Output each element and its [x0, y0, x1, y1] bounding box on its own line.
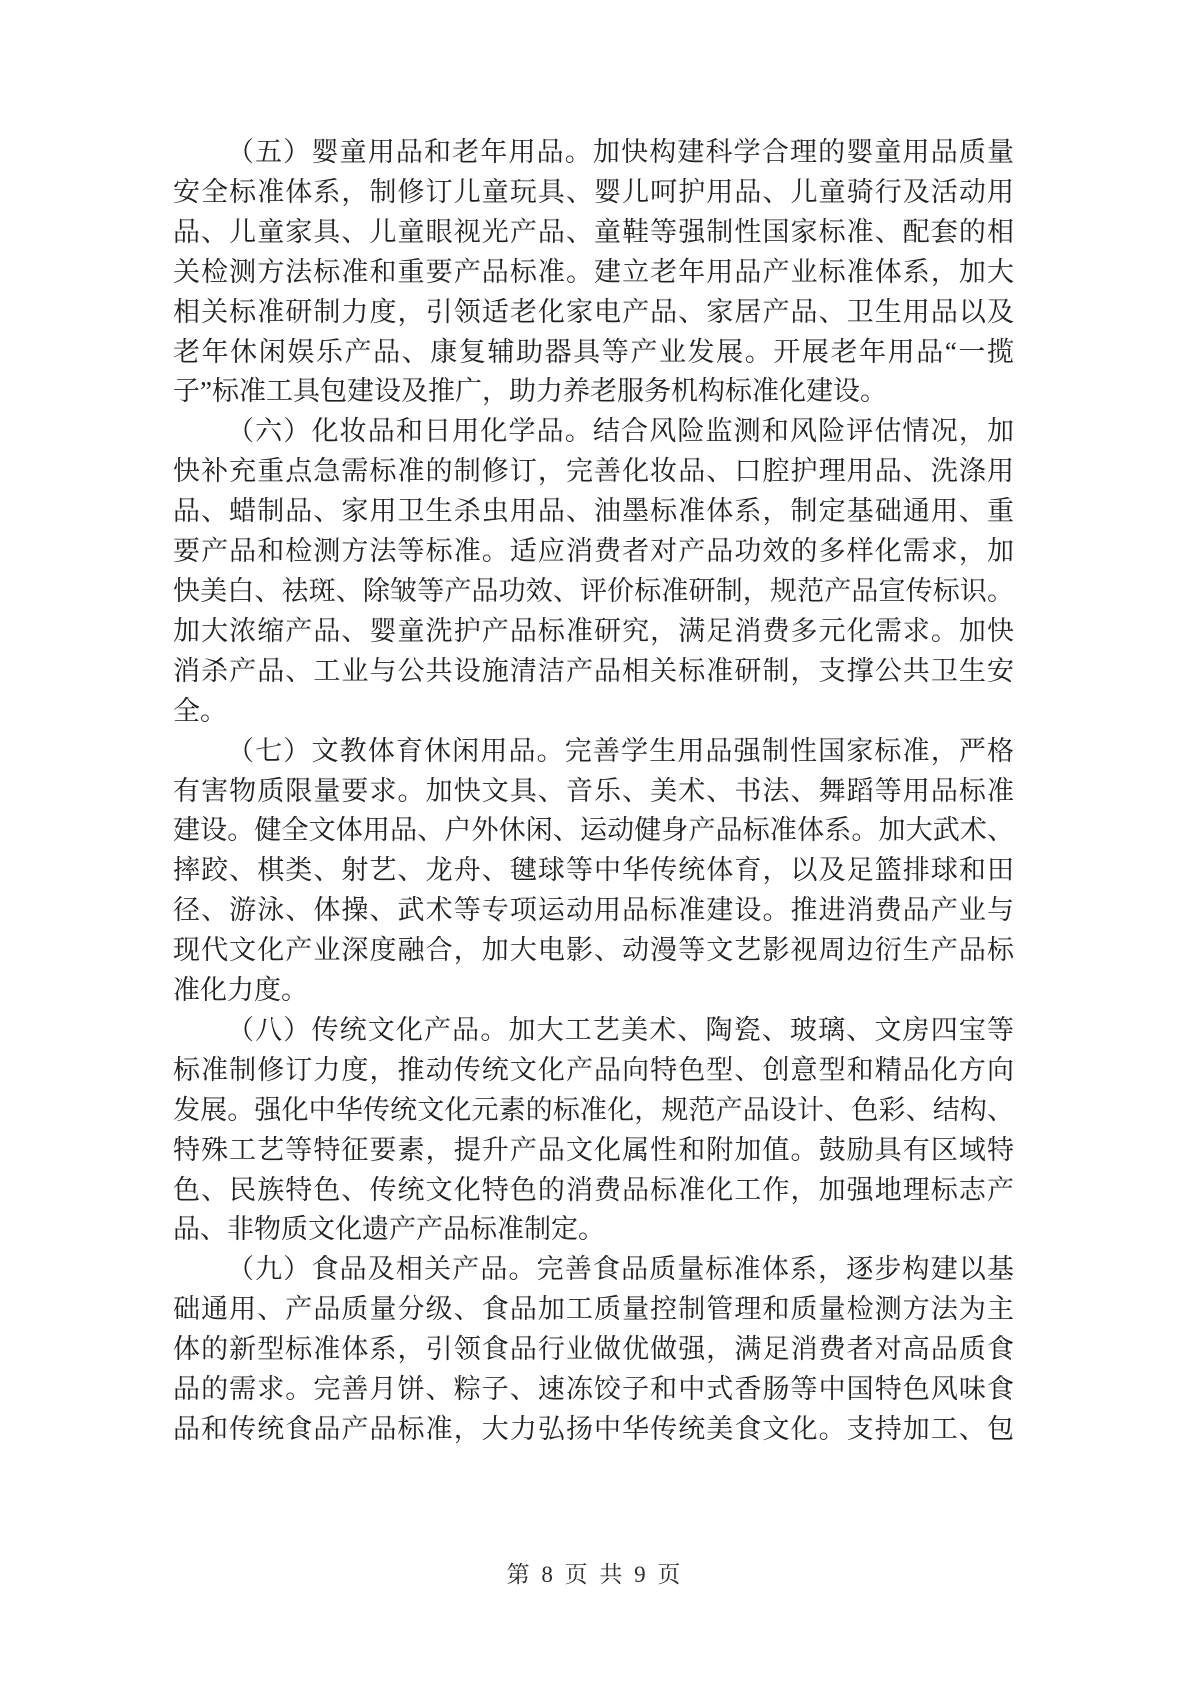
text-line: 现代文化产业深度融合，加大电影、动漫等文艺影视周边衍生产品标	[173, 935, 1014, 966]
paragraph-section-9	[173, 1250, 1014, 1450]
text-line: 品的需求。完善月饼、粽子、速冻饺子和中式香肠等中国特色风味食	[173, 1374, 1014, 1405]
text-line: （五）婴童用品和老年用品。加快构建科学合理的婴童用品质量	[227, 137, 1014, 167]
text-line: 快美白、祛斑、除皱等产品功效、评价标准研制，规范产品宣传标识。	[173, 575, 1014, 606]
text-line: 相关标准研制力度，引领适老化家电产品、家居产品、卫生用品以及	[173, 296, 1014, 327]
text-line: 有害物质限量要求。加快文具、音乐、美术、书法、舞蹈等用品标准	[173, 775, 1014, 806]
text-line: 要产品和检测方法等标准。适应消费者对产品功效的多样化需求，加	[173, 536, 1014, 567]
page-number-label: 第 8 页 共 9 页	[506, 1562, 684, 1587]
paragraph-section-6	[173, 412, 1014, 731]
text-line: 色、民族特色、传统文化特色的消费品标准化工作，加强地理标志产	[173, 1174, 1014, 1205]
text-line: （八）传统文化产品。加大工艺美术、陶瓷、玻璃、文房四宝等	[227, 1014, 1014, 1045]
text-line: （九）食品及相关产品。完善食品质量标准体系，逐步构建以基	[227, 1254, 1014, 1285]
text-line: 径、游泳、体操、武术等专项运动用品标准建设。推进消费品产业与	[173, 895, 1014, 926]
paragraph-section-7	[173, 732, 1014, 1011]
text-line: 老年休闲娱乐产品、康复辅助器具等产业发展。开展老年用品“一揽	[173, 336, 1014, 367]
text-line: 准化力度。	[173, 975, 308, 1006]
text-line: 子”标准工具包建设及推广，助力养老服务机构标准化建设。	[173, 376, 887, 407]
text-line: 品、儿童家具、儿童眼视光产品、童鞋等强制性国家标准、配套的相	[173, 216, 1014, 247]
text-line: 发展。强化中华传统文化元素的标准化，规范产品设计、色彩、结构、	[173, 1094, 1014, 1125]
text-line: 建设。健全文体用品、户外休闲、运动健身产品标准体系。加大武术、	[173, 815, 1014, 846]
text-line: 关检测方法标准和重要产品标准。建立老年用品产业标准体系，加大	[173, 256, 1014, 287]
text-line: 品和传统食品产品标准，大力弘扬中华传统美食文化。支持加工、包	[173, 1414, 1014, 1444]
text-line: 消杀产品、工业与公共设施清洁产品相关标准研制，支撑公共卫生安	[173, 655, 1014, 686]
paragraph-section-8	[173, 1011, 1014, 1250]
text-line: 快补充重点急需标准的制修订，完善化妆品、口腔护理用品、洗涤用	[173, 456, 1014, 487]
document-body	[173, 133, 1014, 1450]
text-line: （七）文教体育休闲用品。完善学生用品强制性国家标准，严格	[227, 735, 1014, 766]
text-line: 全。	[173, 695, 227, 726]
text-line: 品、蜡制品、家用卫生杀虫用品、油墨标准体系，制定基础通用、重	[173, 496, 1014, 527]
text-line: 摔跤、棋类、射艺、龙舟、毽球等中华传统体育，以及足篮排球和田	[173, 855, 1014, 886]
text-line: 特殊工艺等特征要素，提升产品文化属性和附加值。鼓励具有区域特	[173, 1134, 1014, 1165]
text-line: （六）化妆品和日用化学品。结合风险监测和风险评估情况，加	[227, 416, 1014, 447]
page-footer	[0, 1558, 1190, 1592]
text-line: 安全标准体系，制修订儿童玩具、婴儿呵护用品、儿童骑行及活动用	[173, 176, 1014, 207]
text-line: 加大浓缩产品、婴童洗护产品标准研究，满足消费多元化需求。加快	[173, 615, 1014, 646]
text-line: 础通用、产品质量分级、食品加工质量控制管理和质量检测方法为主	[173, 1294, 1014, 1325]
text-line: 标准制修订力度，推动传统文化产品向特色型、创意型和精品化方向	[173, 1054, 1014, 1085]
text-line: 体的新型标准体系，引领食品行业做优做强，满足消费者对高品质食	[173, 1334, 1014, 1365]
text-line: 品、非物质文化遗产产品标准制定。	[173, 1214, 605, 1245]
paragraph-section-5	[173, 133, 1014, 412]
